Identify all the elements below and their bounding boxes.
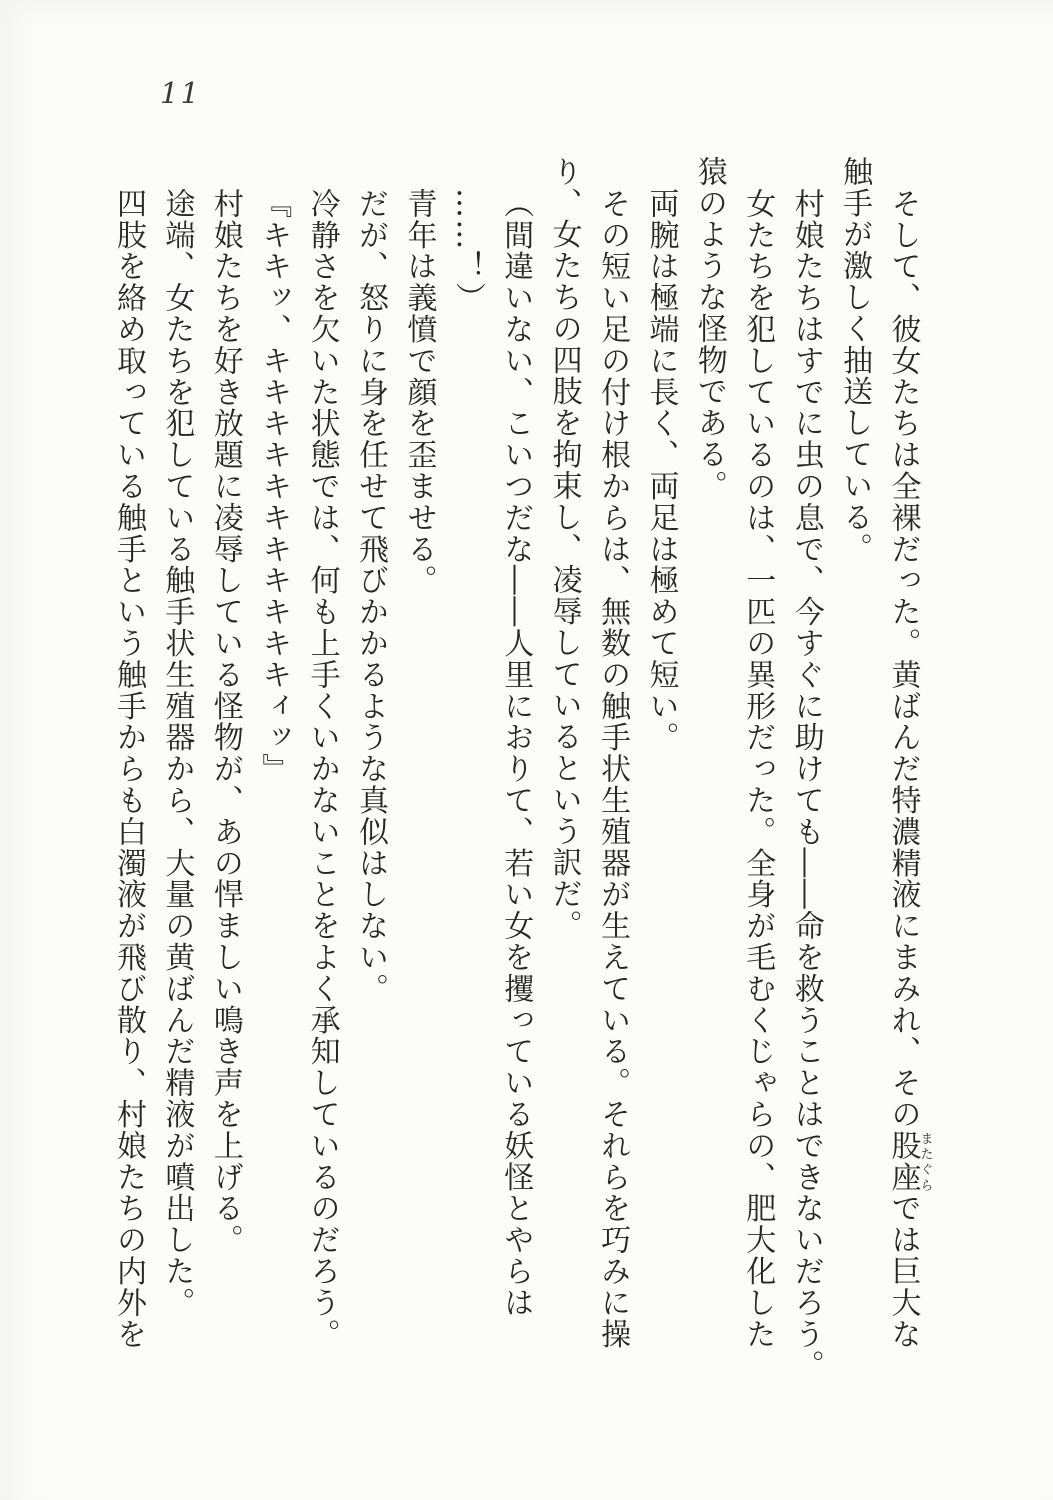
text-line: その短い足の付け根からは、無数の触手状生殖器が生えている。それらを巧みに操 (595, 188, 631, 1350)
text-line: ……！） (449, 188, 485, 314)
text-line: 途端、女たちを犯している触手状生殖器から、大量の黄ばんだ精液が噴出した。 (159, 188, 195, 1319)
text-line: （間違いない、こいつだな――人里におりて、若い女を攫っている妖怪とやらは (498, 188, 534, 1319)
text-line: り、女たちの四肢を拘束し、凌辱しているという訳だ。 (546, 156, 582, 941)
ruby-annotation: 股座またぐら (885, 1130, 933, 1193)
text-line: 女たちを犯しているのは、一匹の異形だった。全身が毛むくじゃらの、肥大化した (740, 188, 776, 1350)
text-line: 青年は義憤で顔を歪ませる。 (401, 188, 437, 597)
text-line: 『キキッ、キキキキキキキキキキキィッ』 (256, 188, 292, 785)
body-text-block (104, 156, 933, 1382)
page-number: 11 (160, 76, 201, 110)
text-line: 冷静さを欠いた状態では、何も上手くいかないことをよく承知しているのだろう。 (304, 188, 340, 1350)
text-line: 触手が激しく抽送している。 (837, 156, 873, 565)
text-line: 四肢を絡め取っている触手という触手からも白濁液が飛び散り、村娘たちの内外を (111, 188, 146, 1350)
text-line: 両腕は極端に長く、両足は極めて短い。 (643, 188, 679, 754)
text-line: 村娘たちはすでに虫の息で、今すぐに助けても――命を救うことはできないだろう。 (788, 188, 824, 1382)
text-line: 猿のような怪物である。 (691, 156, 727, 502)
text-line: そして、彼女たちは全裸だった。黄ばんだ特濃精液にまみれ、その股座またぐらでは巨大な (885, 188, 933, 1350)
text-line: 村娘たちを好き放題に凌辱している怪物が、あの悍ましい鳴き声を上げる。 (207, 188, 243, 1256)
text-line: だが、怒りに身を任せて飛びかかるような真似はしない。 (353, 188, 389, 1005)
